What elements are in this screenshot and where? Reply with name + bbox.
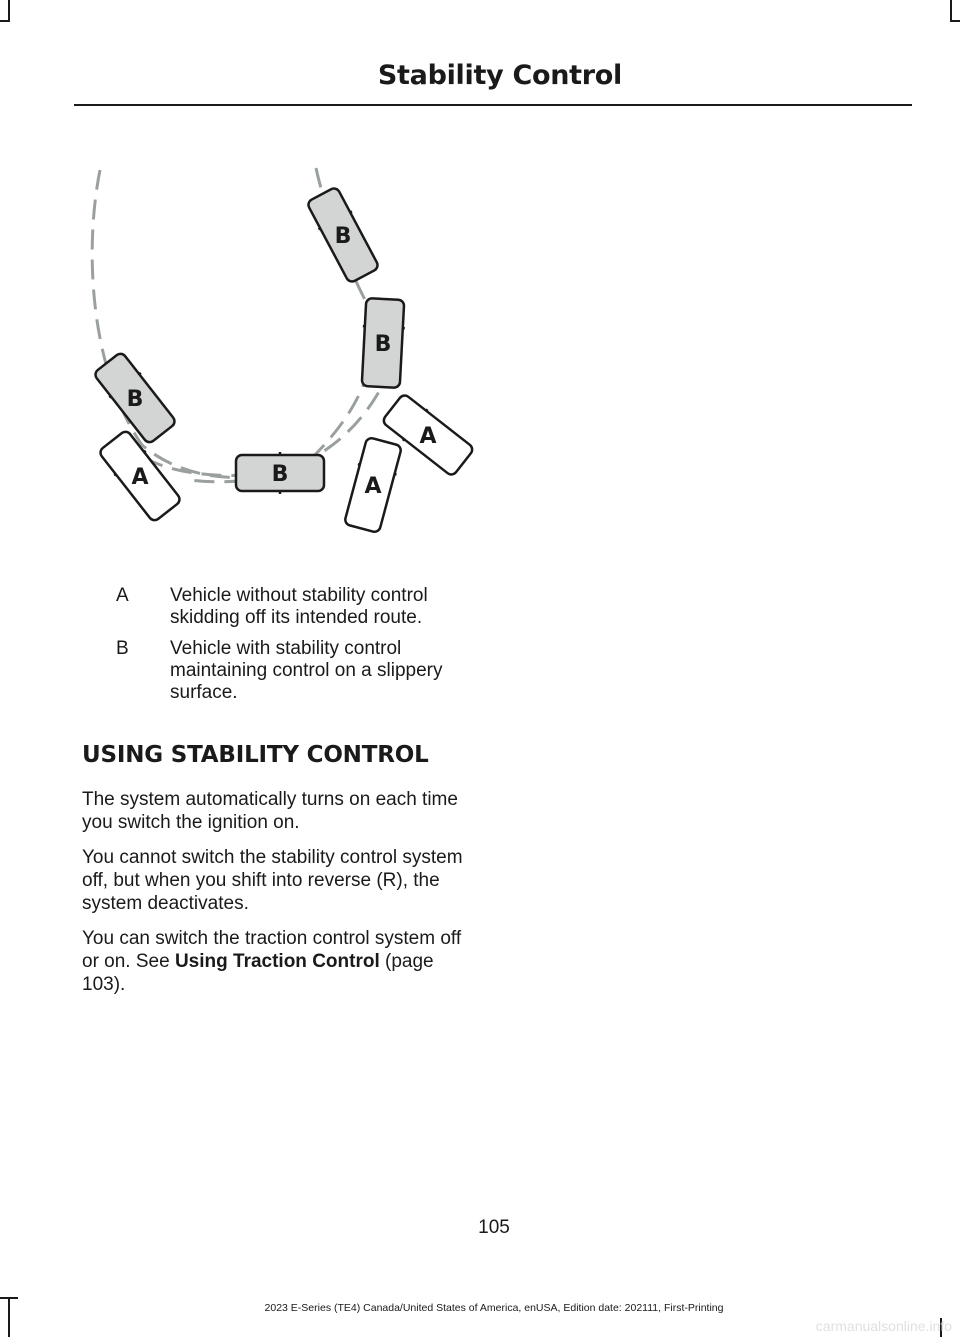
crop-mark	[0, 20, 10, 22]
cross-reference-link[interactable]: Using Traction Control	[174, 951, 380, 972]
crop-mark	[950, 0, 952, 22]
figure-legend	[116, 585, 476, 713]
vehicle-label: B	[374, 332, 392, 357]
stability-control-diagram	[80, 150, 480, 540]
vehicle-label: B	[271, 462, 289, 487]
section-heading: USING STABILITY CONTROL	[82, 742, 429, 768]
vehicle-label: B	[126, 387, 144, 412]
legend-description: Vehicle without stability control skidding off its intended route.	[170, 585, 428, 628]
crop-mark	[950, 20, 960, 22]
vehicle-label: A	[364, 474, 382, 499]
paragraph: The system automatically turns on each time you switch the ignition on.	[82, 789, 458, 833]
paragraph	[82, 927, 478, 996]
page-reference: (page 103).	[82, 951, 434, 995]
vehicle-label: A	[131, 465, 149, 490]
title-divider	[74, 104, 912, 106]
crop-mark	[0, 1297, 18, 1299]
vehicle-label: B	[334, 224, 352, 249]
legend-key: B	[116, 638, 129, 659]
paragraph: You cannot switch the stability control system off, but when you shift into reverse (R), the system deactivates.	[82, 847, 463, 914]
legend-item-b	[116, 638, 476, 704]
vehicle-label: A	[419, 424, 437, 449]
crop-mark	[8, 0, 10, 22]
paragraph-text: You can switch the traction control system off or on. See	[82, 928, 462, 972]
section-body	[82, 788, 478, 1008]
legend-description: Vehicle with stability control maintaining control on a slippery surface.	[170, 638, 443, 703]
legend-item-a	[116, 585, 476, 629]
legend-key: A	[116, 585, 129, 606]
page-title: Stability Control	[377, 60, 622, 91]
page-number: 105	[478, 1217, 510, 1238]
watermark: carmanualsonline.info	[815, 1318, 952, 1334]
edition-footer: 2023 E-Series (TE4) Canada/United States of America, enUSA, Edition date: 202111, First-Printing	[264, 1302, 724, 1314]
